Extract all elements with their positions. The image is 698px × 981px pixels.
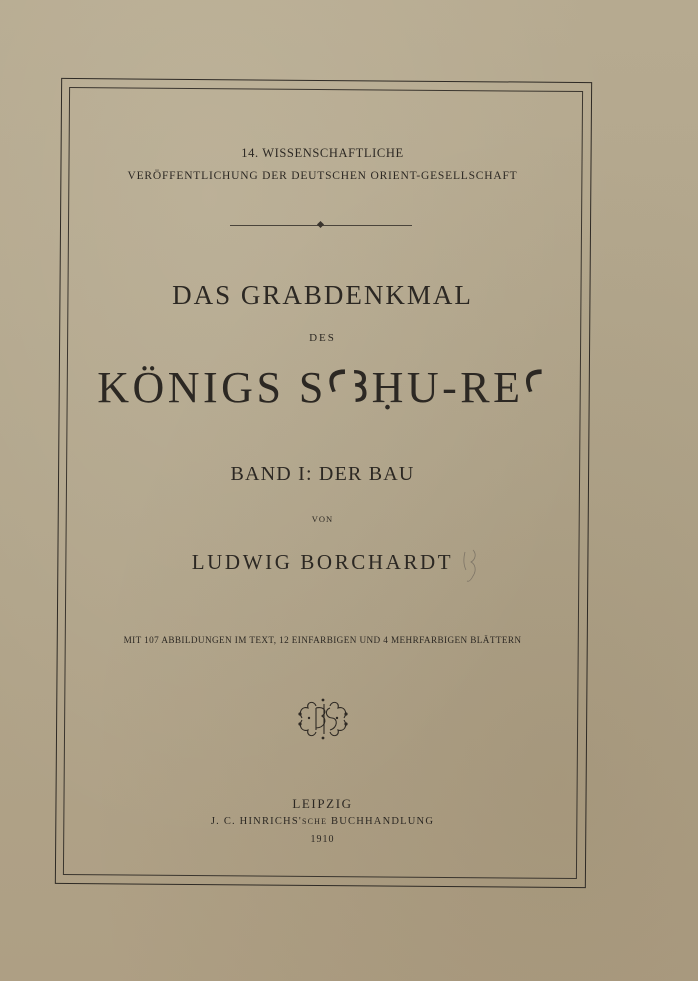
- title-page-content: [60, 80, 585, 880]
- publisher-monogram-icon: [294, 694, 352, 742]
- imprint-publisher: [60, 816, 585, 827]
- publisher-suffix: SCHE: [301, 817, 328, 826]
- rule-center-dot: [317, 221, 324, 228]
- volume-title: BAND I: DER BAU: [230, 463, 415, 485]
- author-name: LUDWIG BORCHARDT: [191, 550, 454, 574]
- imprint-year: 1910: [310, 834, 335, 845]
- title-des: DES: [309, 332, 336, 344]
- main-title: KÖNIGS SꜤꜢḤU-REꜤ: [97, 363, 548, 412]
- title-pre: DAS GRABDENKMAL: [172, 280, 473, 310]
- author-wrap: [192, 550, 454, 575]
- illustrations-note: MIT 107 ABBILDUNGEN IM TEXT, 12 EINFARBIGEN UND 4 MEHRFARBIGEN BLÄTTERN: [123, 635, 522, 645]
- series-name: VERÖFFENTLICHUNG DER DEUTSCHEN ORIENT-GESELLSCHAFT: [127, 170, 518, 182]
- by-label: VON: [311, 514, 334, 524]
- publisher-name: J. C. HINRICHS': [210, 816, 302, 827]
- imprint-place: LEIPZIG: [292, 796, 353, 811]
- series-number: 14. WISSENSCHAFTLICHE: [241, 146, 404, 160]
- author-line: [60, 550, 585, 575]
- publisher-tail: BUCHHANDLUNG: [327, 816, 435, 827]
- pencil-annotation-icon: [459, 546, 489, 586]
